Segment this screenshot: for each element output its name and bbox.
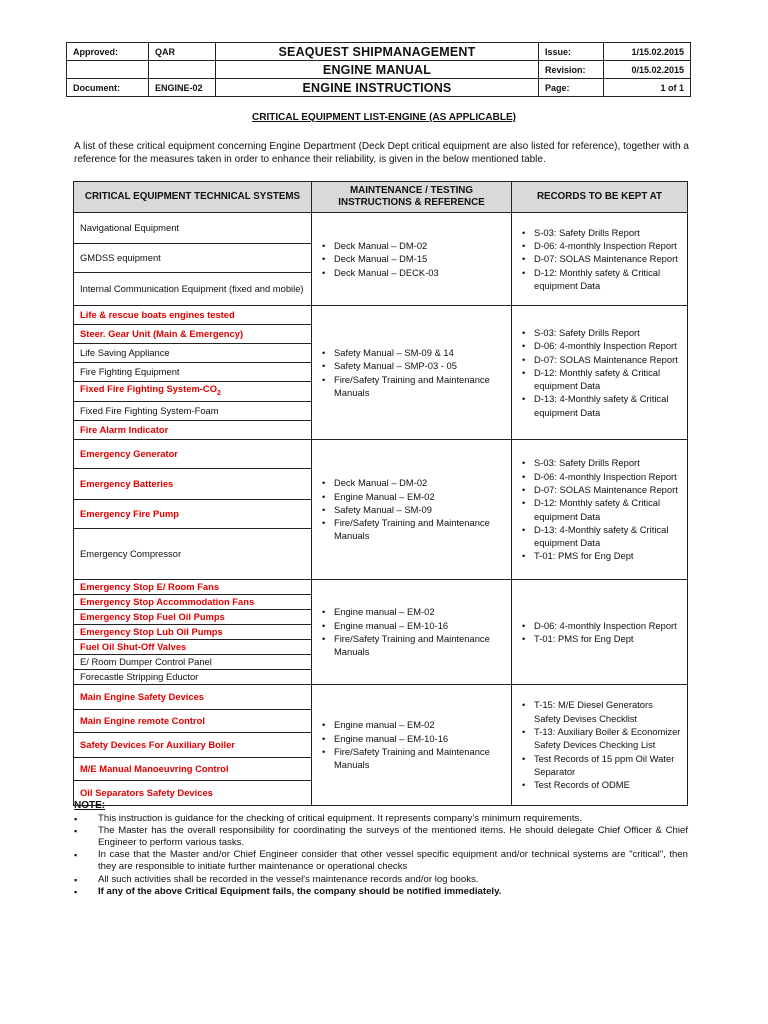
maintenance-item: • Fire/Safety Training and Maintenance Manuals bbox=[334, 632, 505, 659]
system-cell bbox=[74, 640, 312, 655]
intro-paragraph bbox=[74, 140, 689, 166]
note-heading: NOTE: bbox=[74, 800, 106, 811]
system-name: Emergency Generator bbox=[80, 448, 178, 459]
records-item: • Test Records of ODME bbox=[534, 778, 681, 791]
page-title: CRITICAL EQUIPMENT LIST-ENGINE (AS APPLICABLE) bbox=[252, 112, 516, 123]
maintenance-list bbox=[318, 476, 505, 542]
records-item: • D-07: SOLAS Maintenance Report bbox=[534, 353, 681, 366]
system-cell bbox=[74, 625, 312, 640]
issue-label: Issue: bbox=[539, 43, 604, 61]
maintenance-cell bbox=[312, 685, 512, 806]
records-item: • D-12: Monthly safety & Critical equipment Data bbox=[534, 366, 681, 393]
table-row bbox=[74, 440, 688, 469]
maintenance-item: • Safety Manual – SM-09 & 14 bbox=[334, 346, 505, 359]
records-item: • D-13: 4-Monthly safety & Critical equipment Data bbox=[534, 523, 681, 550]
records-item: • T-15: M/E Diesel Generators Safety Devises Checklist bbox=[534, 698, 681, 725]
records-item: • D-06: 4-monthly Inspection Report bbox=[534, 339, 681, 352]
document-value: ENGINE-02 bbox=[149, 79, 216, 97]
page-value: 1 of 1 bbox=[604, 79, 691, 97]
column-header: RECORDS TO BE KEPT AT bbox=[512, 182, 688, 213]
critical-equipment-table bbox=[73, 181, 688, 806]
records-list bbox=[518, 326, 681, 419]
system-name: Fire Fighting Equipment bbox=[80, 366, 180, 377]
maintenance-list bbox=[318, 239, 505, 279]
records-item: • D-12: Monthly safety & Critical equipment Data bbox=[534, 266, 681, 293]
system-cell bbox=[74, 325, 312, 344]
records-cell bbox=[512, 685, 688, 806]
system-cell bbox=[74, 306, 312, 325]
system-name: Oil Separators Safety Devices bbox=[80, 787, 213, 798]
records-item: • S-03: Safety Drills Report bbox=[534, 226, 681, 239]
records-cell bbox=[512, 580, 688, 685]
system-name: Emergency Stop Fuel Oil Pumps bbox=[80, 611, 225, 622]
column-header: CRITICAL EQUIPMENT TECHNICAL SYSTEMS bbox=[74, 182, 312, 213]
system-name: Emergency Stop Accommodation Fans bbox=[80, 596, 255, 607]
maintenance-item: • Fire/Safety Training and Maintenance Manuals bbox=[334, 373, 505, 400]
maintenance-item: • Deck Manual – DECK-03 bbox=[334, 266, 505, 279]
page-label: Page: bbox=[539, 79, 604, 97]
system-cell bbox=[74, 469, 312, 500]
maintenance-cell bbox=[312, 306, 512, 440]
intro-text: A list of these critical equipment concerning Engine Department (Deck Dept critical equipment are also listed for reference), together with a reference for the measures taken in order to enhance their reliability, is given in the below mentioned table. bbox=[74, 141, 689, 165]
records-list bbox=[518, 226, 681, 292]
maintenance-item: • Engine manual – EM-02 bbox=[334, 718, 505, 731]
records-item: • Test Records of 15 ppm Oil Water Separator bbox=[534, 752, 681, 779]
records-cell bbox=[512, 213, 688, 306]
document-label: Document: bbox=[67, 79, 149, 97]
system-cell bbox=[74, 670, 312, 685]
table-row bbox=[74, 213, 688, 244]
system-cell bbox=[74, 758, 312, 781]
system-name: Internal Communication Equipment (fixed and mobile) bbox=[80, 283, 304, 294]
records-item: • D-07: SOLAS Maintenance Report bbox=[534, 483, 681, 496]
system-cell bbox=[74, 529, 312, 580]
maintenance-cell bbox=[312, 213, 512, 306]
company-name: SEAQUEST SHIPMANAGEMENT bbox=[216, 43, 539, 61]
note-item: ▪ All such activities shall be recorded in the vessel's maintenance records and/or log books. bbox=[74, 874, 688, 886]
records-item: • D-06: 4-monthly Inspection Report bbox=[534, 619, 681, 632]
revision-label: Revision: bbox=[539, 61, 604, 79]
note-item: ▪ This instruction is guidance for the checking of critical equipment. It represents company’s minimum requirements. bbox=[74, 813, 688, 825]
system-cell bbox=[74, 402, 312, 421]
note-item: ▪ The Master has the overall responsibility for coordinating the surveys of the mentioned items. He should delegate Chief Officer & Chief Engineer to perform various tasks. bbox=[74, 825, 688, 849]
note-section bbox=[74, 800, 688, 898]
records-list bbox=[518, 698, 681, 791]
system-cell bbox=[74, 440, 312, 469]
system-cell bbox=[74, 213, 312, 244]
maintenance-item: • Safety Manual – SM-09 bbox=[334, 503, 505, 516]
records-list bbox=[518, 456, 681, 562]
table-row bbox=[74, 306, 688, 325]
header-blank bbox=[67, 61, 149, 79]
maintenance-item: • Deck Manual – DM-02 bbox=[334, 476, 505, 489]
maintenance-item: • Safety Manual – SMP-03 - 05 bbox=[334, 359, 505, 372]
note-item: ▪ If any of the above Critical Equipment fails, the company should be notified immediately. bbox=[74, 886, 688, 898]
table-row bbox=[74, 580, 688, 595]
records-item: • D-06: 4-monthly Inspection Report bbox=[534, 470, 681, 483]
system-name: Life Saving Appliance bbox=[80, 347, 170, 358]
system-name: Emergency Batteries bbox=[80, 478, 174, 489]
system-cell bbox=[74, 500, 312, 529]
maintenance-list bbox=[318, 605, 505, 658]
system-name: M/E Manual Manoeuvring Control bbox=[80, 763, 229, 774]
system-cell bbox=[74, 244, 312, 273]
system-name: Main Engine remote Control bbox=[80, 715, 206, 726]
approved-value: QAR bbox=[149, 43, 216, 61]
column-header: MAINTENANCE / TESTING INSTRUCTIONS & REFERENCE bbox=[312, 182, 512, 213]
system-name: Fixed Fire Fighting System-CO bbox=[80, 383, 217, 395]
system-name: Forecastle Stripping Eductor bbox=[80, 671, 199, 682]
records-item: • S-03: Safety Drills Report bbox=[534, 456, 681, 469]
records-cell bbox=[512, 440, 688, 580]
system-cell bbox=[74, 595, 312, 610]
system-name: Safety Devices For Auxiliary Boiler bbox=[80, 739, 235, 750]
maintenance-item: • Engine Manual – EM-02 bbox=[334, 490, 505, 503]
records-item: • D-07: SOLAS Maintenance Report bbox=[534, 252, 681, 265]
system-name: Life & rescue boats engines tested bbox=[80, 309, 235, 320]
system-name: Emergency Compressor bbox=[80, 548, 182, 559]
system-name: E/ Room Dumper Control Panel bbox=[80, 656, 212, 667]
system-cell bbox=[74, 421, 312, 440]
system-cell bbox=[74, 382, 312, 402]
records-list bbox=[518, 619, 681, 646]
system-name: Emergency Stop Lub Oil Pumps bbox=[80, 626, 223, 637]
records-item: • D-13: 4-Monthly safety & Critical equipment Data bbox=[534, 392, 681, 419]
maintenance-item: • Engine manual – EM-10-16 bbox=[334, 619, 505, 632]
records-cell bbox=[512, 306, 688, 440]
system-cell bbox=[74, 273, 312, 306]
system-name: GMDSS equipment bbox=[80, 252, 161, 263]
maintenance-cell bbox=[312, 580, 512, 685]
maintenance-item: • Deck Manual – DM-02 bbox=[334, 239, 505, 252]
system-cell bbox=[74, 733, 312, 758]
system-cell bbox=[74, 580, 312, 595]
header-blank bbox=[149, 61, 216, 79]
maintenance-item: • Deck Manual – DM-15 bbox=[334, 252, 505, 265]
records-item: • D-06: 4-monthly Inspection Report bbox=[534, 239, 681, 252]
system-name: Fuel Oil Shut-Off Valves bbox=[80, 641, 187, 652]
system-name: Fire Alarm Indicator bbox=[80, 424, 169, 435]
system-name: Main Engine Safety Devices bbox=[80, 691, 205, 702]
records-item: • T-13: Auxiliary Boiler & Economizer Safety Devices Checking List bbox=[534, 725, 681, 752]
manual-name: ENGINE MANUAL bbox=[216, 61, 539, 79]
records-item: • D-12: Monthly safety & Critical equipment Data bbox=[534, 496, 681, 523]
system-name: Emergency Stop E/ Room Fans bbox=[80, 581, 220, 592]
system-cell bbox=[74, 610, 312, 625]
system-name: Fixed Fire Fighting System-Foam bbox=[80, 405, 219, 416]
system-cell bbox=[74, 685, 312, 710]
maintenance-item: • Engine manual – EM-02 bbox=[334, 605, 505, 618]
system-cell bbox=[74, 344, 312, 363]
note-list bbox=[74, 813, 688, 898]
subscript: 2 bbox=[217, 389, 221, 397]
system-cell bbox=[74, 655, 312, 670]
approved-label: Approved: bbox=[67, 43, 149, 61]
system-name: Navigational Equipment bbox=[80, 222, 180, 233]
system-name: Emergency Fire Pump bbox=[80, 508, 179, 519]
system-cell bbox=[74, 710, 312, 733]
maintenance-item: • Fire/Safety Training and Maintenance Manuals bbox=[334, 745, 505, 772]
system-cell bbox=[74, 363, 312, 382]
maintenance-list bbox=[318, 718, 505, 771]
system-name: Steer. Gear Unit (Main & Emergency) bbox=[80, 328, 244, 339]
note-item: ▪ In case that the Master and/or Chief Engineer consider that other vessel specific equipment and/or technical systems are "critical", then they are responsible to initiate further maintenance or operational checks bbox=[74, 849, 688, 873]
records-item: • T-01: PMS for Eng Dept bbox=[534, 632, 681, 645]
maintenance-item: • Fire/Safety Training and Maintenance Manuals bbox=[334, 516, 505, 543]
document-header bbox=[66, 42, 691, 97]
records-item: • T-01: PMS for Eng Dept bbox=[534, 549, 681, 562]
section-name: ENGINE INSTRUCTIONS bbox=[216, 79, 539, 97]
issue-value: 1/15.02.2015 bbox=[604, 43, 691, 61]
maintenance-list bbox=[318, 346, 505, 399]
table-row bbox=[74, 685, 688, 710]
revision-value: 0/15.02.2015 bbox=[604, 61, 691, 79]
maintenance-cell bbox=[312, 440, 512, 580]
records-item: • S-03: Safety Drills Report bbox=[534, 326, 681, 339]
maintenance-item: • Engine manual – EM-10-16 bbox=[334, 732, 505, 745]
